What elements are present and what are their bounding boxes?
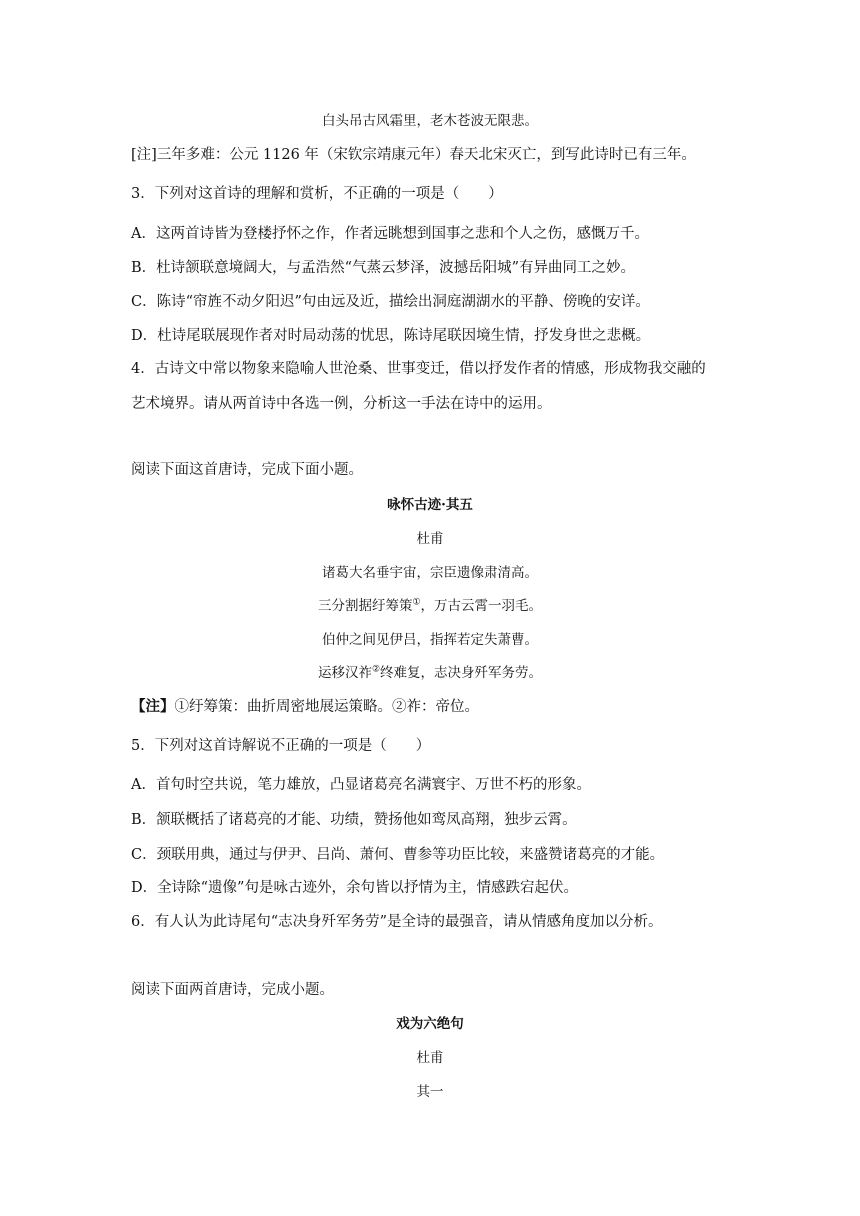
poem-line: 诸葛大名垂宇宙，宗臣遗像肃清高。 <box>322 565 538 581</box>
question-6: 6．有人认为此诗尾句“志决身歼军务劳”是全诗的最强音，请从情感角度加以分析。 <box>131 914 663 930</box>
question-3-option-c: C．陈诗“帘旌不动夕阳迟”句由远及近，描绘出洞庭湖湖水的平静、傍晚的安详。 <box>131 294 650 310</box>
poem-line: 三分割据纡筹策①，万古云霄一羽毛。 <box>317 597 543 614</box>
question-4-line-1: 4．古诗文中常以物象来隐喻人世沧桑、世事变迁，借以抒发作者的情感，形成物我交融的 <box>131 361 706 377</box>
poem-title: 咏怀古迹·其五 <box>387 497 473 513</box>
poem-note: [注]三年多难：公元 1126 年（宋钦宗靖康元年）春天北宋灭亡，到写此诗时已有三年。 <box>131 147 696 163</box>
poem-line: 伯仲之间见伊吕，指挥若定失萧曹。 <box>322 632 538 648</box>
poem-author: 杜甫 <box>416 1050 444 1066</box>
question-5-option-d: D．全诗除“遗像”句是咏古迹外，余句皆以抒情为主，情感跌宕起伏。 <box>131 880 578 896</box>
poem-subtitle: 其一 <box>416 1084 444 1100</box>
question-3-option-a: A．这两首诗皆为登楼抒怀之作，作者远眺想到国事之悲和个人之伤，感慨万千。 <box>131 226 649 242</box>
question-5-option-c: C．颈联用典，通过与伊尹、吕尚、萧何、曹参等功臣比较，来盛赞诸葛亮的才能。 <box>131 847 665 863</box>
reading-intro: 阅读下面两首唐诗，完成小题。 <box>131 982 334 998</box>
question-4-line-2: 艺术境界。请从两首诗中各选一例，分析这一手法在诗中的运用。 <box>131 396 552 412</box>
question-3: 3．下列对这首诗的理解和赏析，不正确的一项是（ ） <box>131 186 503 202</box>
poem-note: 【注】①纡筹策：曲折周密地展运策略。②祚：帝位。 <box>131 698 479 715</box>
poem-line: 白头吊古风霜里，老木苍波无限悲。 <box>322 113 538 129</box>
question-3-option-b: B．杜诗颔联意境阔大，与孟浩然“气蒸云梦泽，波撼岳阳城”有异曲同工之妙。 <box>131 260 635 276</box>
question-3-option-d: D．杜诗尾联展现作者对时局动荡的忧思，陈诗尾联因境生情，抒发身世之悲概。 <box>131 328 651 344</box>
question-5-option-b: B．颔联概括了诸葛亮的才能、功绩，赞扬他如鸾凤高翔，独步云霄。 <box>131 812 577 828</box>
poem-line: 运移汉祚②终难复，志决身歼军务劳。 <box>317 664 543 681</box>
reading-intro: 阅读下面这首唐诗，完成下面小题。 <box>131 462 363 478</box>
poem-title: 戏为六绝句 <box>396 1016 464 1032</box>
footnote-marker: ① <box>412 597 421 608</box>
poem-author: 杜甫 <box>416 531 444 547</box>
question-5-option-a: A．首句时空共说，笔力雄放，凸显诸葛亮名满寰宇、万世不朽的形象。 <box>131 777 591 793</box>
question-5: 5．下列对这首诗解说不正确的一项是（ ） <box>131 738 431 754</box>
footnote-marker: ② <box>371 664 381 675</box>
